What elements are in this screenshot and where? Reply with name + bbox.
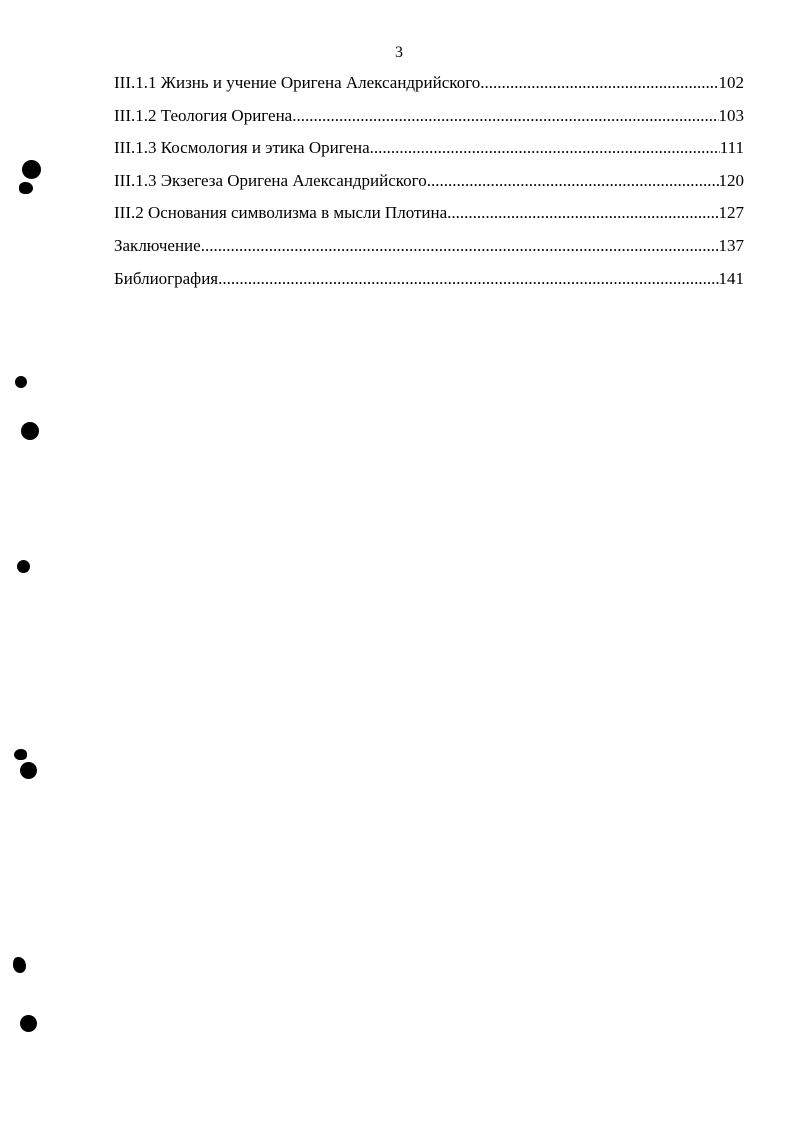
toc-entry-title: III.1.2 Теология Оригена [114,105,293,125]
toc-dot-leader [427,170,719,192]
toc-entry-page: 137 [718,235,744,255]
toc-dot-leader [370,137,720,159]
toc-entry [114,105,744,138]
toc-entry-title: III.2 Основания символизма в мысли Плотина [114,203,448,223]
toc-entry-page: 103 [718,105,744,125]
toc-entry-title: III.1.3 Экзегеза Оригена Александрийского [114,170,427,190]
toc-entry-title: III.1.3 Космология и этика Оригена [114,138,370,158]
toc-entry [114,268,744,301]
toc-dot-leader [480,72,718,94]
toc-entry-page: 141 [718,268,744,288]
page-number: 3 [395,44,403,61]
toc-entry-title: III.1.1 Жизнь и учение Оригена Александрийского [114,73,481,92]
toc-entry [114,72,744,105]
toc-entry-title: Библиография [114,268,219,288]
toc-entry-page: 127 [718,203,744,223]
punch-hole-mark [21,422,39,440]
toc-dot-leader [201,235,719,257]
toc-dot-leader [447,202,718,224]
punch-hole-mark [20,1015,37,1032]
punch-hole-mark [19,182,33,194]
toc-entry [114,202,744,235]
toc-entry [114,137,744,170]
punch-hole-mark [13,957,26,973]
toc-entry-page: 111 [719,138,744,158]
punch-hole-mark [17,560,30,573]
toc-entry-page: 102 [718,73,744,92]
toc-entry [114,170,744,203]
table-of-contents [114,72,744,300]
toc-entry-title: Заключение [114,235,201,255]
toc-entry-page: 120 [718,170,744,190]
punch-hole-mark [14,749,27,760]
punch-hole-mark [22,160,41,179]
toc-entry [114,235,744,268]
toc-dot-leader [292,105,718,127]
punch-hole-mark [15,376,27,388]
toc-dot-leader [218,268,718,290]
punch-hole-mark [20,762,37,779]
